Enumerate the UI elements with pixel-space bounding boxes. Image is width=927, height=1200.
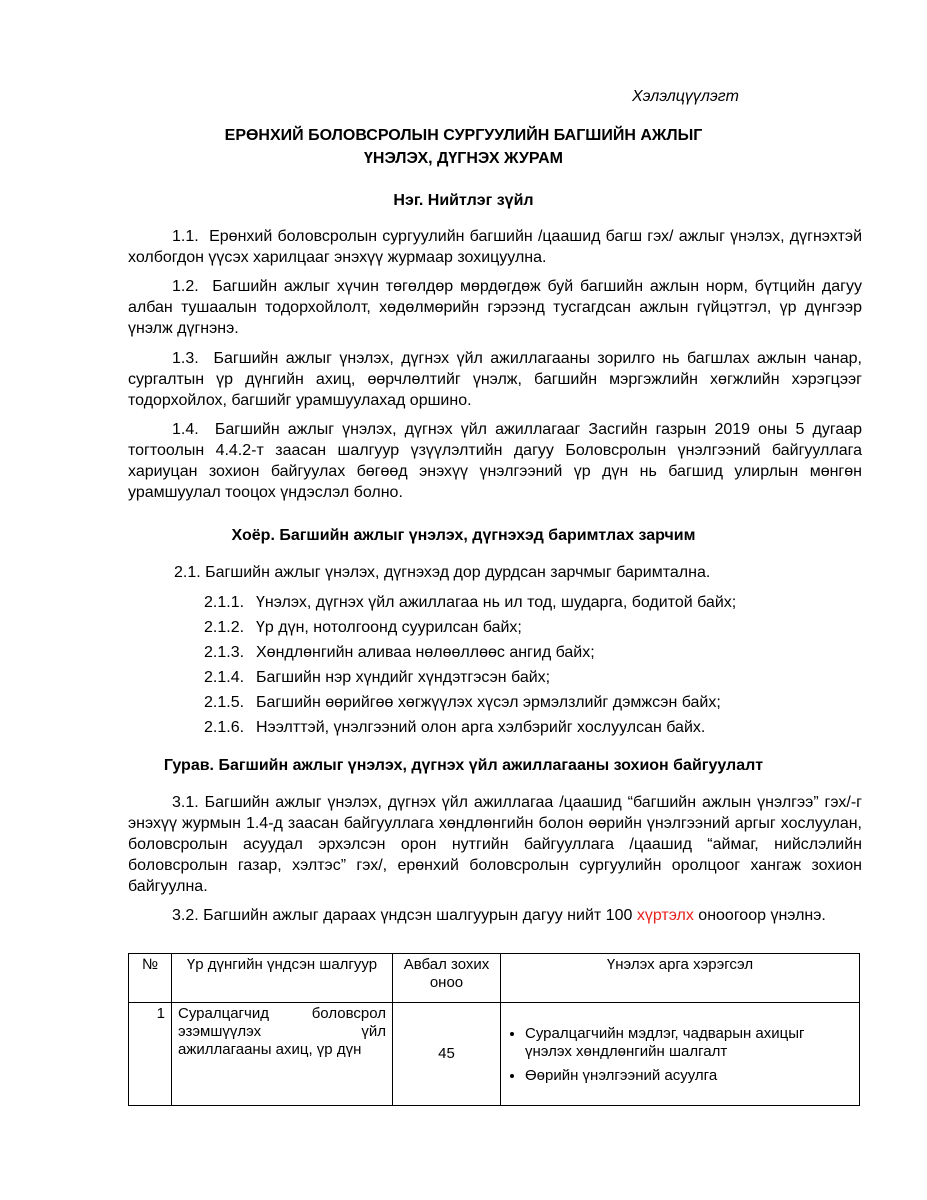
document-title-line2: ҮНЭЛЭХ, ДҮГНЭХ ЖУРАМ [364, 150, 563, 167]
section3-heading: Гурав. Багшийн ажлыг үнэлэх, дүгнэх үйл ажиллагааны зохион байгуулалт [163, 757, 764, 774]
document-title-line1: ЕРӨНХИЙ БОЛОВСРОЛЫН СУРГУУЛИЙН БАГШИЙН АЖЛЫГ [224, 127, 703, 144]
table-header-row [129, 954, 860, 1003]
row-number: 1 [129, 1003, 172, 1106]
paragraph-1-3: 1.3. Багшийн ажлыг үнэлэх, дүгнэх үйл ажиллагааны зорилго нь багшлах ажлын чанар, сургалтын үр дүнгийн ахиц, өөрчлөлтийг үнэлж, багшийн мэргэжлийн хөгжлийн хэрэгцээг тодорхойлох, багшийг урамшуулахад оршино. [128, 350, 862, 409]
list-item: • Суралцагчийн мэдлэг, чадварын ахицыг үнэлэх хөндлөнгийн шалгалт [525, 1025, 853, 1061]
paragraph-1-1: 1.1. Ерөнхий боловсролын сургуулийн багшийн /цаашид багш гэх/ ажлыг үнэлэх, дүгнэхтэй холбогдон үүсэх харилцааг энэхүү журмаар зохицуулна. [128, 228, 863, 266]
header-score: Авбал зохих оноо [393, 954, 501, 1003]
principle-item: 2.1.4. Багшийн нэр хүндийг хүндэтгэсэн байх; [204, 669, 551, 686]
criteria-table [128, 953, 860, 1106]
list-item: • Өөрийн үнэлгээний асуулга [525, 1067, 853, 1085]
paragraph-3-2: 3.2. Багшийн ажлыг дараах үндсэн шалгуурын дагуу нийт 100 хүртэлх оноогоор үнэлнэ. [172, 907, 826, 924]
section2-heading: Хоёр. Багшийн ажлыг үнэлэх, дүгнэхэд баримтлах зарчим [231, 527, 696, 544]
principle-item: 2.1.2. Үр дүн, нотолгоонд суурилсан байх; [204, 619, 522, 636]
annex-label: Хэлэлцүүлэгт [632, 88, 740, 105]
section1-heading: Нэг. Нийтлэг зүйл [393, 192, 534, 209]
header-criteria: Үр дүнгийн үндсэн шалгуур [172, 954, 393, 1003]
principle-item: 2.1.5. Багшийн өөрийгөө хөгжүүлэх хүсэл эрмэлзлийг дэмжсэн байх; [204, 694, 721, 711]
row-score: 45 [393, 1003, 501, 1106]
tools-list [507, 1025, 853, 1085]
paragraph-1-2: 1.2. Багшийн ажлыг хүчин төгөлдөр мөрдөгдөж буй багшийн ажлын норм, бүтцийн дагуу албан тушаалын тодорхойлолт, хөдөлмөрийн гэрээнд тусгагдсан ажлын гүйцэтгэл, үр дүнгээр үнэлж дүгнэнэ. [128, 278, 862, 337]
row-criteria: Суралцагчид боловсрол эзэмшүүлэх үйл ажиллагааны ахиц, үр дүн [172, 1003, 393, 1106]
header-tools: Үнэлэх арга хэрэгсэл [501, 954, 860, 1003]
principles-intro: 2.1. Багшийн ажлыг үнэлэх, дүгнэхэд дор дурдсан зарчмыг баримтална. [174, 564, 711, 581]
principle-item: 2.1.3. Хөндлөнгийн аливаа нөлөөллөөс ангид байх; [204, 644, 595, 661]
principle-item: 2.1.6. Нээлттэй, үнэлгээний олон арга хэлбэрийг хослуулсан байх. [204, 719, 706, 736]
principle-item: 2.1.1. Үнэлэх, дүгнэх үйл ажиллагаа нь ил тод, шударга, бодитой байх; [204, 594, 737, 611]
paragraph-1-4: 1.4. Багшийн ажлыг үнэлэх, дүгнэх үйл ажиллагааг Засгийн газрын 2019 оны 5 дугаар тогтоолын 4.4.2-т заасан шалгуур үзүүлэлтийн дагуу Боловсролын үнэлгээний байгууллага хариуцан зохион байгуулах бөгөөд энэхүү үнэлгээний үр дүн нь багшид улирлын мөнгөн урамшуулал тооцох үндэслэл болно. [128, 421, 863, 501]
paragraph-3-1: 3.1. Багшийн ажлыг үнэлэх, дүгнэх үйл ажиллагаа /цаашид “багшийн ажлын үнэлгээ” гэх/-г энэхүү журмын 1.4-д заасан байгууллага хөндлөнгийн болон өөрийн үнэлгээний аргыг хослуулан, боловсролын асуудал эрхэлсэн орон нутгийн байгууллага /цаашид “аймаг, нийслэлийн боловсролын газар, хэлтэс” гэх/, ерөнхий боловсролын сургуулийн оролцоог хангаж зохион байгуулна. [128, 794, 862, 895]
header-number: № [129, 954, 172, 1003]
row-tools [501, 1003, 860, 1106]
table-row [129, 1003, 860, 1106]
highlighted-word: хүртэлх [636, 907, 694, 924]
